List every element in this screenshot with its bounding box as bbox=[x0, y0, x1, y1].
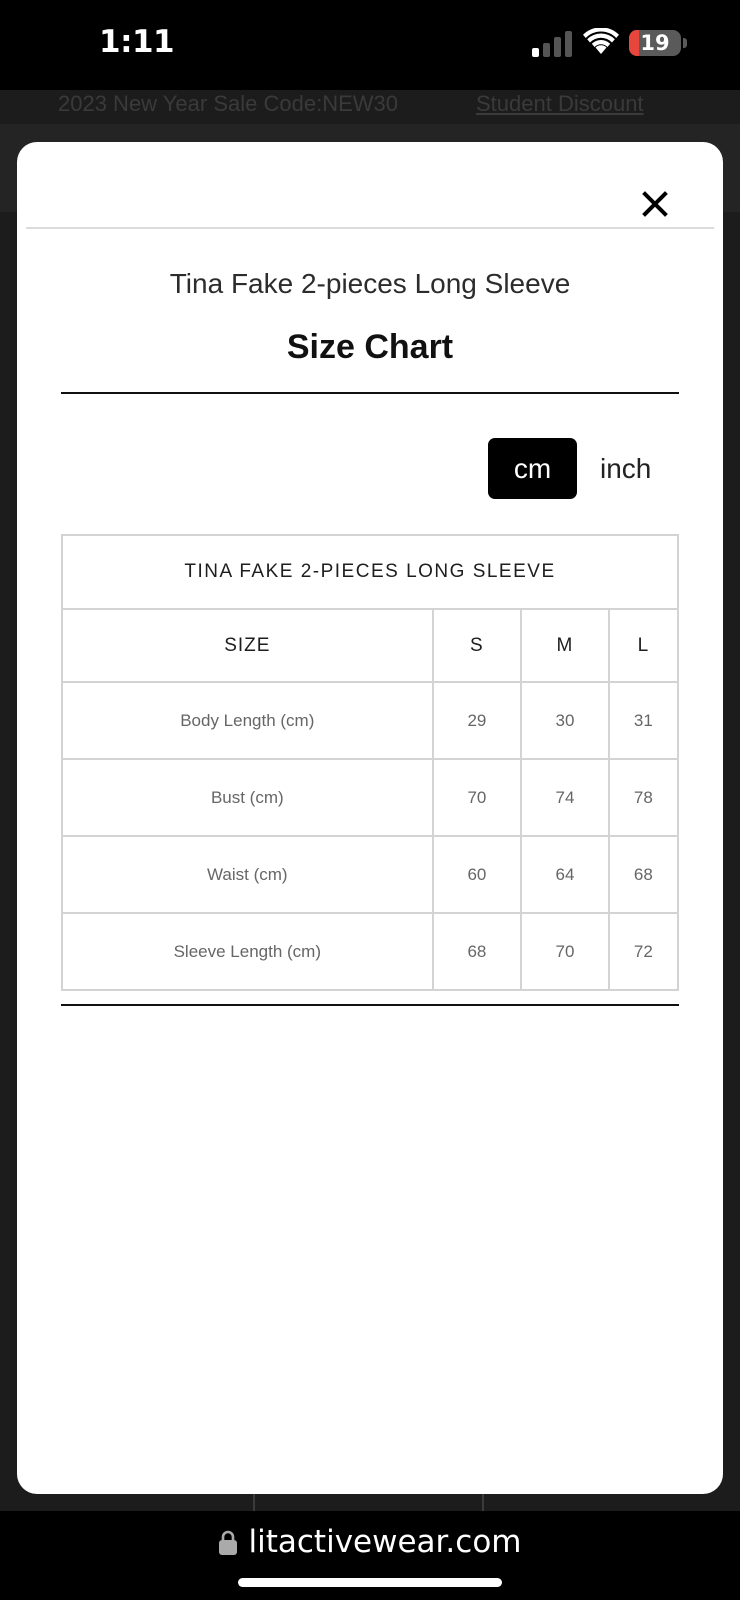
cell-m: 70 bbox=[521, 913, 609, 990]
size-table bbox=[61, 534, 679, 991]
url-text[interactable]: litactivewear.com bbox=[248, 1524, 522, 1560]
cell-m: 64 bbox=[521, 836, 609, 913]
table-caption-row bbox=[62, 535, 678, 609]
lock-icon bbox=[219, 1530, 237, 1555]
row-label: Bust (cm) bbox=[62, 759, 433, 836]
row-label: Sleeve Length (cm) bbox=[62, 913, 433, 990]
home-indicator[interactable] bbox=[238, 1578, 502, 1587]
backdrop-divider bbox=[253, 1494, 255, 1511]
battery-level: 19 bbox=[640, 31, 670, 55]
table-row bbox=[62, 913, 678, 990]
promo-bar bbox=[0, 90, 740, 124]
header-s: S bbox=[433, 609, 522, 682]
unit-toggle-inch[interactable]: inch bbox=[600, 453, 652, 484]
close-button[interactable] bbox=[633, 182, 677, 226]
unit-toggle-cm[interactable]: cm bbox=[488, 438, 577, 499]
header-size: SIZE bbox=[62, 609, 433, 682]
wifi-icon bbox=[583, 28, 619, 56]
table-row bbox=[62, 759, 678, 836]
cell-s: 68 bbox=[433, 913, 522, 990]
close-icon bbox=[642, 191, 668, 217]
cellular-signal-icon bbox=[532, 31, 572, 57]
cell-l: 31 bbox=[609, 682, 678, 759]
divider-bottom bbox=[61, 1004, 679, 1006]
status-bar bbox=[0, 0, 740, 90]
row-label: Waist (cm) bbox=[62, 836, 433, 913]
url-container[interactable] bbox=[0, 1525, 740, 1559]
cell-l: 78 bbox=[609, 759, 678, 836]
row-label: Body Length (cm) bbox=[62, 682, 433, 759]
divider-top bbox=[61, 392, 679, 394]
battery-icon bbox=[629, 30, 681, 56]
table-row bbox=[62, 682, 678, 759]
cell-s: 29 bbox=[433, 682, 522, 759]
status-time: 1:11 bbox=[99, 24, 175, 60]
cell-s: 70 bbox=[433, 759, 522, 836]
cell-s: 60 bbox=[433, 836, 522, 913]
header-l: L bbox=[609, 609, 678, 682]
header-divider bbox=[26, 227, 714, 229]
product-title: Tina Fake 2-pieces Long Sleeve bbox=[169, 268, 571, 299]
size-chart-title: Size Chart bbox=[286, 328, 454, 366]
promo-code-text: 2023 New Year Sale Code:NEW30 bbox=[58, 91, 398, 116]
cell-m: 30 bbox=[521, 682, 609, 759]
table-header-row bbox=[62, 609, 678, 682]
header-m: M bbox=[521, 609, 609, 682]
battery-nub bbox=[683, 38, 687, 48]
size-chart-modal bbox=[17, 142, 723, 1494]
page-footer-backdrop bbox=[0, 1494, 740, 1511]
backdrop-divider bbox=[482, 1494, 484, 1511]
cell-l: 72 bbox=[609, 913, 678, 990]
cell-m: 74 bbox=[521, 759, 609, 836]
table-caption: TINA FAKE 2-PIECES LONG SLEEVE bbox=[62, 535, 678, 609]
student-discount-link[interactable]: Student Discount bbox=[476, 91, 644, 116]
table-row bbox=[62, 836, 678, 913]
cell-l: 68 bbox=[609, 836, 678, 913]
